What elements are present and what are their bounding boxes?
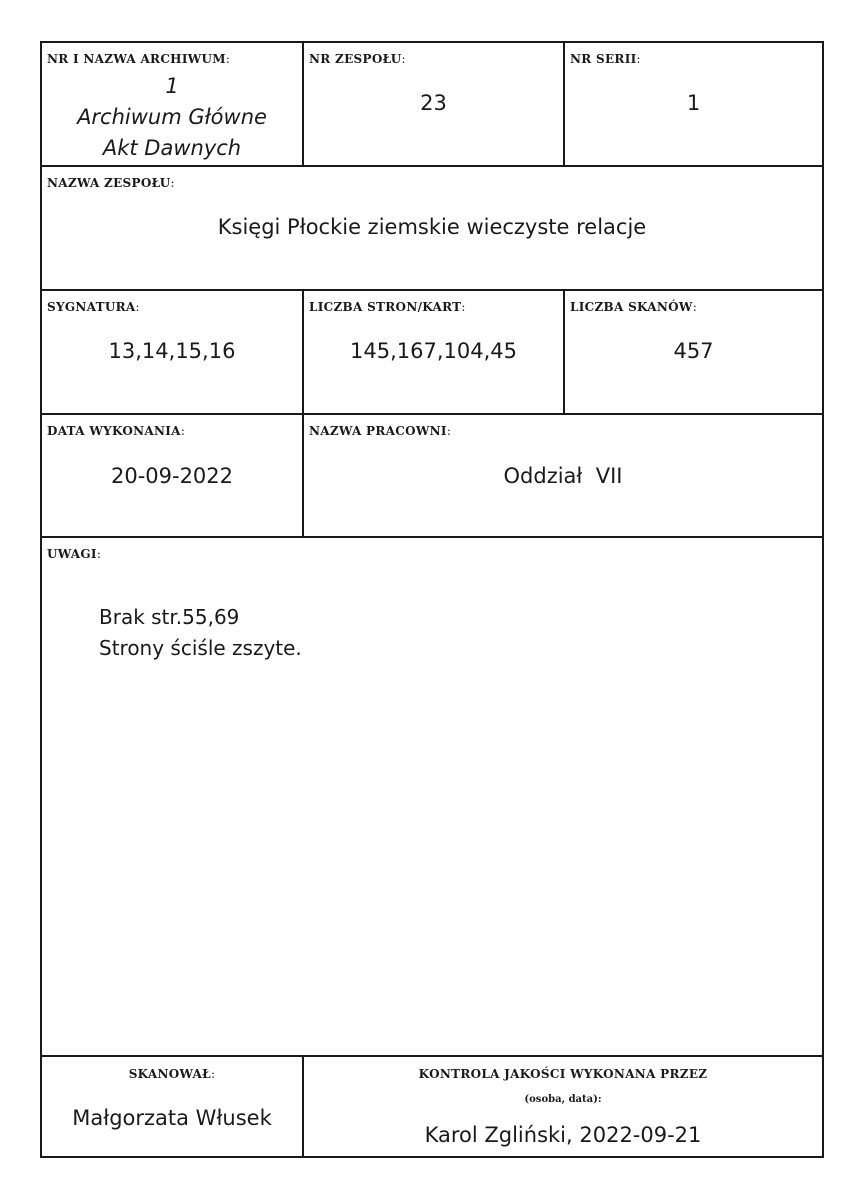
- cell-pages-count: [304, 291, 565, 413]
- cell-remarks: [42, 538, 822, 1055]
- remarks-line: Strony ściśle zszyte.: [99, 636, 302, 660]
- cell-scanned-by: [42, 1057, 304, 1156]
- execution-date-label: DATA WYKONANIA:: [47, 424, 186, 438]
- quality-control-value: Karol Zgliński, 2022-09-21: [424, 1123, 702, 1147]
- remarks-label: UWAGI:: [47, 547, 102, 561]
- archive-number: 1: [165, 74, 179, 98]
- cell-signature: [42, 291, 304, 413]
- cell-fonds-number: [304, 43, 565, 165]
- cell-workshop-name: [304, 415, 822, 536]
- remarks-text: [99, 602, 302, 664]
- cell-execution-date: [42, 415, 304, 536]
- workshop-name-label: NAZWA PRACOWNI:: [309, 424, 452, 438]
- scans-count-value: 457: [673, 339, 714, 363]
- cell-quality-control: [304, 1057, 822, 1156]
- series-number-value: 1: [686, 91, 701, 115]
- row-fonds-name: [42, 167, 822, 291]
- remarks-line: Brak str.55,69: [99, 605, 240, 629]
- fonds-name-label: NAZWA ZESPOŁU:: [47, 176, 175, 190]
- workshop-name-value: Oddział VII: [503, 464, 623, 488]
- archive-scan-form: [40, 41, 824, 1158]
- signature-label: SYGNATURA:: [47, 300, 140, 314]
- quality-control-sublabel: (osoba, data):: [524, 1094, 602, 1105]
- cell-scans-count: [565, 291, 822, 413]
- fonds-number-label: NR ZESPOŁU:: [309, 52, 406, 66]
- cell-fonds-name: [42, 167, 822, 289]
- fonds-number-value: 23: [420, 91, 447, 115]
- row-signoff: [42, 1057, 822, 1156]
- scanned-by-value: Małgorzata Włusek: [72, 1106, 272, 1130]
- cell-archive: [42, 43, 304, 165]
- scanned-by-label: SKANOWAŁ:: [128, 1067, 216, 1081]
- archive-name-line2: Akt Dawnych: [102, 136, 242, 160]
- signature-value: 13,14,15,16: [108, 339, 236, 363]
- archive-name-line1: Archiwum Główne: [77, 105, 267, 129]
- fonds-name-value: Księgi Płockie ziemskie wieczyste relacje: [217, 215, 647, 239]
- series-number-label: NR SERII:: [570, 52, 641, 66]
- execution-date-value: 20-09-2022: [110, 464, 234, 488]
- quality-control-label: KONTROLA JAKOŚCI WYKONANA PRZEZ: [418, 1067, 708, 1081]
- row-execution: [42, 415, 822, 538]
- pages-count-label: LICZBA STRON/KART:: [309, 300, 466, 314]
- archive-label: NR I NAZWA ARCHIWUM:: [47, 52, 231, 66]
- row-remarks: [42, 538, 822, 1057]
- scans-count-label: LICZBA SKANÓW:: [570, 300, 698, 314]
- row-signature: [42, 291, 822, 415]
- row-archive: [42, 43, 822, 167]
- pages-count-value: 145,167,104,45: [350, 339, 517, 363]
- cell-series-number: [565, 43, 822, 165]
